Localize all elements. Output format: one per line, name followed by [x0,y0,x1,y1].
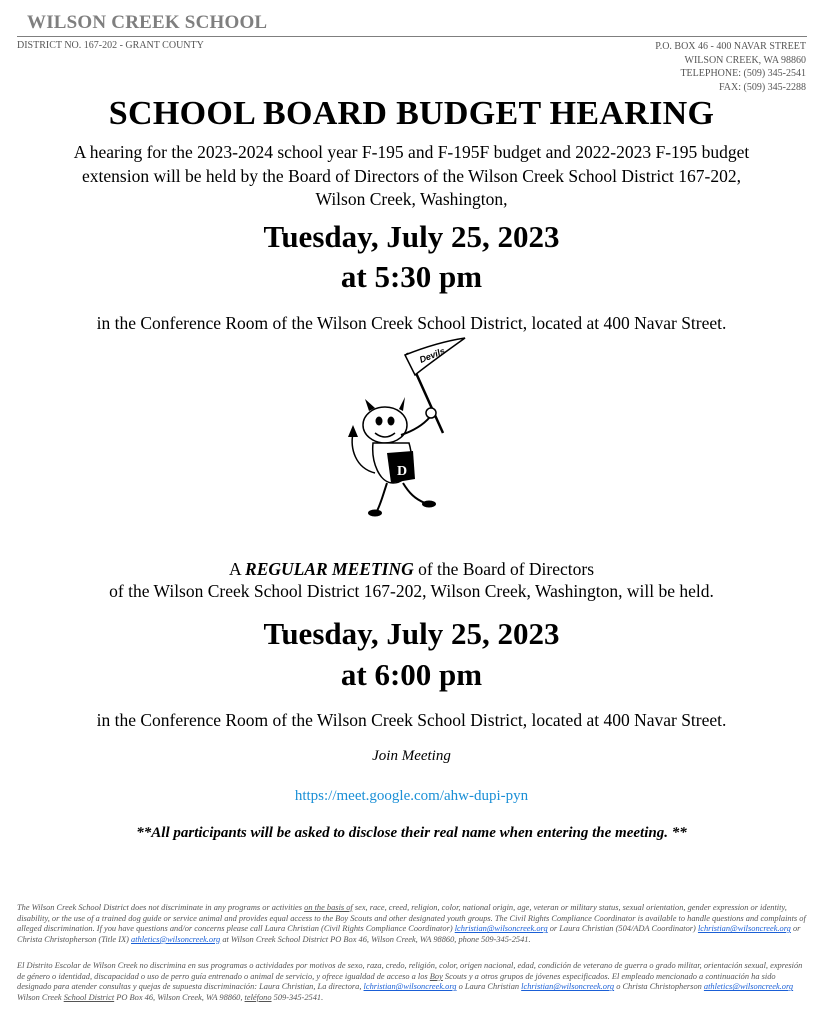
header-divider [17,36,807,37]
hearing-location: in the Conference Room of the Wilson Creek School District, located at 400 Navar Street. [96,313,727,333]
devil-foot [368,510,382,517]
join-meeting-label: Join Meeting [372,748,451,764]
devil-horn [399,397,405,411]
page-title: SCHOOL BOARD BUDGET HEARING [108,95,715,132]
address-line: P.O. BOX 46 - 400 NAVAR STREET [655,41,806,52]
email-link[interactable]: athletics@wilsoncreek.org [131,934,221,944]
meeting-date: Tuesday, July 25, 2023 [263,616,560,651]
meeting-location: in the Conference Room of the Wilson Creek School District, located at 400 Navar Street. [96,710,727,730]
devil-foot [422,501,436,508]
fax-line: FAX: (509) 345-2288 [718,81,806,93]
meeting-time: at 6:00 pm [340,657,483,692]
intro-line: Wilson Creek, Washington, [315,189,508,209]
regular-meeting-emphasis: REGULAR MEETING [245,559,414,579]
devil-eye [376,417,383,426]
school-address [655,40,806,94]
hearing-intro [20,141,803,212]
nondiscrimination-notice-spanish: El Distrito Escolar de Wilson Creek no discrimina en sus programas o actividades por motivos de sexo, raza, credo, religión, color, origen nacional, edad, condición de veterano de guerra o grado militar, orientación sexual, expresión de género o identidad, discapacidad o uso de perro guía entrenado o animal de servicio, y ofrece igualdad de acceso a los Boy Scouts y a otros grupos de jóvenes especificados. El empleado mencionado a continuación ha sido designado para atender consultas y quejas de supuesta discriminación: Laura Christian, La directora, lchristian@wilsoncreek.org o Laura Christian lchristian@wilsoncreek.org o Christa Christopherson athletics@wilsoncreek.org Wilson Creek School District PO Box 46, Wilson Creek, WA 98860, teléfono 509-345-2541. [17,961,803,1002]
school-name: WILSON CREEK SCHOOL [27,12,268,33]
devil-hand [426,408,436,418]
intro-line: A hearing for the 2023-2024 school year F-195 and F-195F budget and 2022-2023 F-195 budget [73,142,750,162]
email-link[interactable]: athletics@wilsoncreek.org [703,982,794,992]
participant-note: **All participants will be asked to disclose their real name when entering the meeting. ** [136,825,687,841]
email-link[interactable]: lchristian@wilsoncreek.org [697,924,791,934]
devil-leg [377,483,387,511]
hearing-date: Tuesday, July 25, 2023 [263,219,560,254]
nondiscrimination-notice-english: The Wilson Creek School District does not discriminate in any programs or activities on the basis of sex, race, creed, religion, color, national origin, age, veteran or military status, sexual orientation, gender expression or identity, disability, or the use of a trained dog guide or service animal and provides equal access to the Boy Scouts and other designated youth groups. The Civil Rights Compliance Coordinator is available to handle questions and complaints of alleged discrimination. If you have questions and/or concerns please call Laura Christian (Civil Rights Compliance Coordinator) lchristian@wilsoncreek.org or Laura Christian (504/ADA Coordinator) lchristian@wilsoncreek.org or Christa Christopherson (Title IX) athletics@wilsoncreek.org at Wilson Creek School District PO Box 46, Wilson Creek, WA 98860, phone 509-345-2541. [17,903,806,944]
shirt-letter: D [397,464,408,479]
regular-meeting-intro [0,558,823,602]
tail-tip [348,425,358,437]
devil-mascot-image [335,333,470,518]
district-info: DISTRICT NO. 167-202 - GRANT COUNTY [17,40,204,51]
pennant-text: Devils [418,345,447,365]
intro-line: extension will be held by the Board of Directors of the Wilson Creek School District 167-202, [82,165,741,186]
regular-meeting-line: A REGULAR MEETING of the Board of Directors [228,559,595,579]
devil-leg [403,483,425,503]
email-link[interactable]: lchristian@wilsoncreek.org [363,982,457,992]
regular-meeting-line: of the Wilson Creek School District 167-202, Wilson Creek, Washington, will be held. [109,581,714,601]
hearing-time: at 5:30 pm [340,259,483,294]
meeting-link[interactable]: https://meet.google.com/ahw-dupi-pyn [294,788,529,804]
address-line: WILSON CREEK, WA 98860 [684,54,806,66]
email-link[interactable]: lchristian@wilsoncreek.org [521,982,615,992]
email-link[interactable]: lchristian@wilsoncreek.org [454,924,548,934]
devil-eye [388,417,395,426]
telephone-line: TELEPHONE: (509) 345-2541 [680,68,806,79]
